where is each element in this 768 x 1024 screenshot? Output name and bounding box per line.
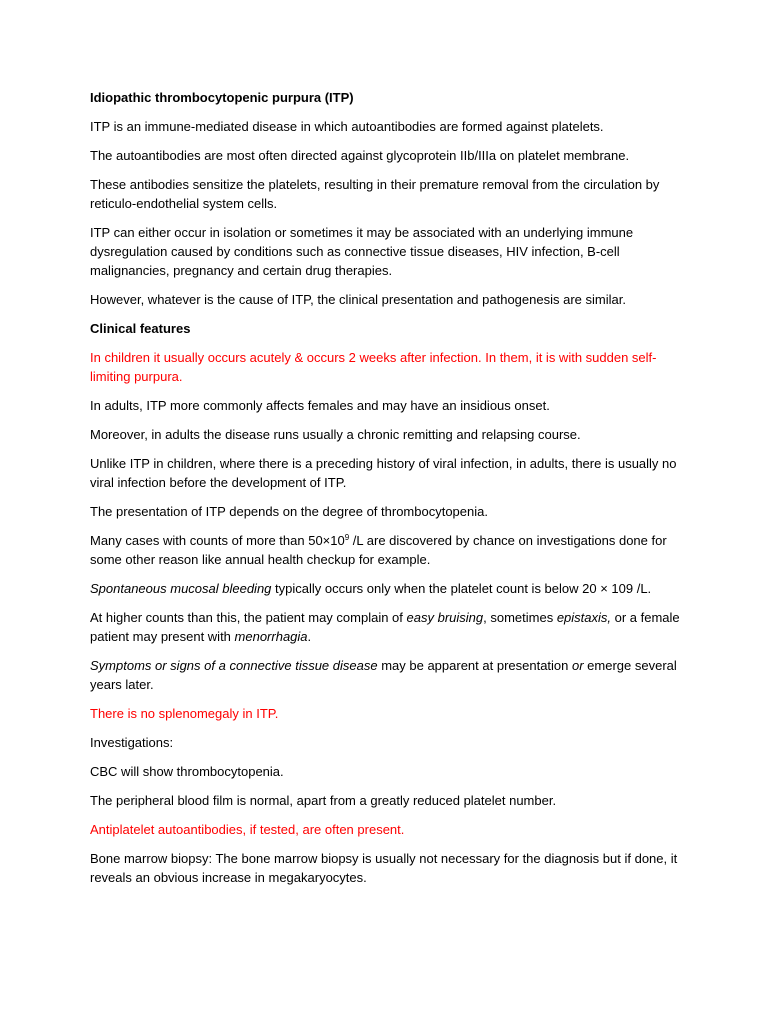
spontaneous-italic: Spontaneous mucosal bleeding (90, 581, 272, 596)
paragraph-spontaneous-bleeding (90, 579, 690, 598)
higher-counts-easy-bruising: easy bruising (406, 610, 484, 625)
symptoms-part1: may be apparent at presentation (377, 658, 572, 673)
spontaneous-rest: typically occurs only when the platelet count is below 20 × 109 /L. (271, 581, 652, 596)
higher-counts-part1: At higher counts than this, the patient may complain of (90, 610, 407, 625)
paragraph-cause: However, whatever is the cause of ITP, the clinical presentation and pathogenesis are similar. (90, 292, 626, 307)
paragraph-children: In children it usually occurs acutely & occurs 2 weeks after infection. In them, it is with sudden self-limiting purpura. (90, 350, 657, 384)
higher-counts-part4: . (307, 629, 312, 644)
paragraph-symptoms (90, 656, 690, 694)
paragraph-blood-film: The peripheral blood film is normal, apart from a greatly reduced platelet number. (90, 793, 557, 808)
paragraph-higher-counts (90, 608, 690, 646)
counts-text-before: Many cases with counts of more than 50×10 (90, 533, 345, 548)
paragraph-unlike-children: Unlike ITP in children, where there is a preceding history of viral infection, in adults, there is usually no viral infection before the development of ITP. (90, 456, 677, 490)
document-title: Idiopathic thrombocytopenic purpura (ITP) (90, 90, 354, 105)
paragraph-isolation: ITP can either occur in isolation or sometimes it may be associated with an underlying immune dysregulation caused by conditions such as connective tissue diseases, HIV infection, B-cell malignancies, pregnancy and certain drug therapies. (90, 225, 634, 278)
paragraph-adults-females: In adults, ITP more commonly affects females and may have an insidious onset. (90, 398, 550, 413)
higher-counts-part3: or a female patient may present with (90, 610, 680, 644)
higher-counts-epistaxis: epistaxis, (556, 610, 612, 625)
paragraph-itp-definition: ITP is an immune-mediated disease in which autoantibodies are formed against platelets. (90, 119, 604, 134)
higher-counts-menorrhagia: menorrhagia (234, 629, 308, 644)
section-heading-investigations: Investigations: (90, 735, 174, 750)
symptoms-or: or (572, 658, 584, 673)
paragraph-cbc: CBC will show thrombocytopenia. (90, 764, 284, 779)
symptoms-part2: emerge several years later. (90, 658, 677, 692)
symptoms-italic: Symptoms or signs of a connective tissue disease (90, 658, 378, 673)
paragraph-adults-course: Moreover, in adults the disease runs usually a chronic remitting and relapsing course. (90, 427, 581, 442)
counts-superscript: 9 (344, 533, 350, 542)
paragraph-presentation: The presentation of ITP depends on the degree of thrombocytopenia. (90, 504, 488, 519)
paragraph-sensitize: These antibodies sensitize the platelets, resulting in their premature removal from the circulation by reticulo-endothelial system cells. (90, 177, 660, 211)
paragraph-autoantibodies: The autoantibodies are most often directed against glycoprotein IIb/IIIa on platelet membrane. (90, 148, 630, 163)
higher-counts-part2: , sometimes (483, 610, 557, 625)
paragraph-counts (90, 531, 690, 569)
section-heading-clinical-features: Clinical features (90, 321, 191, 336)
paragraph-no-splenomegaly: There is no splenomegaly in ITP. (90, 706, 279, 721)
paragraph-antiplatelet: Antiplatelet autoantibodies, if tested, are often present. (90, 822, 405, 837)
document-body (90, 88, 690, 897)
paragraph-bone-marrow: Bone marrow biopsy: The bone marrow biopsy is usually not necessary for the diagnosis but if done, it reveals an obvious increase in megakaryocytes. (90, 851, 678, 885)
counts-text-after: /L are discovered by chance on investigations done for some other reason like annual health checkup for example. (90, 533, 667, 567)
